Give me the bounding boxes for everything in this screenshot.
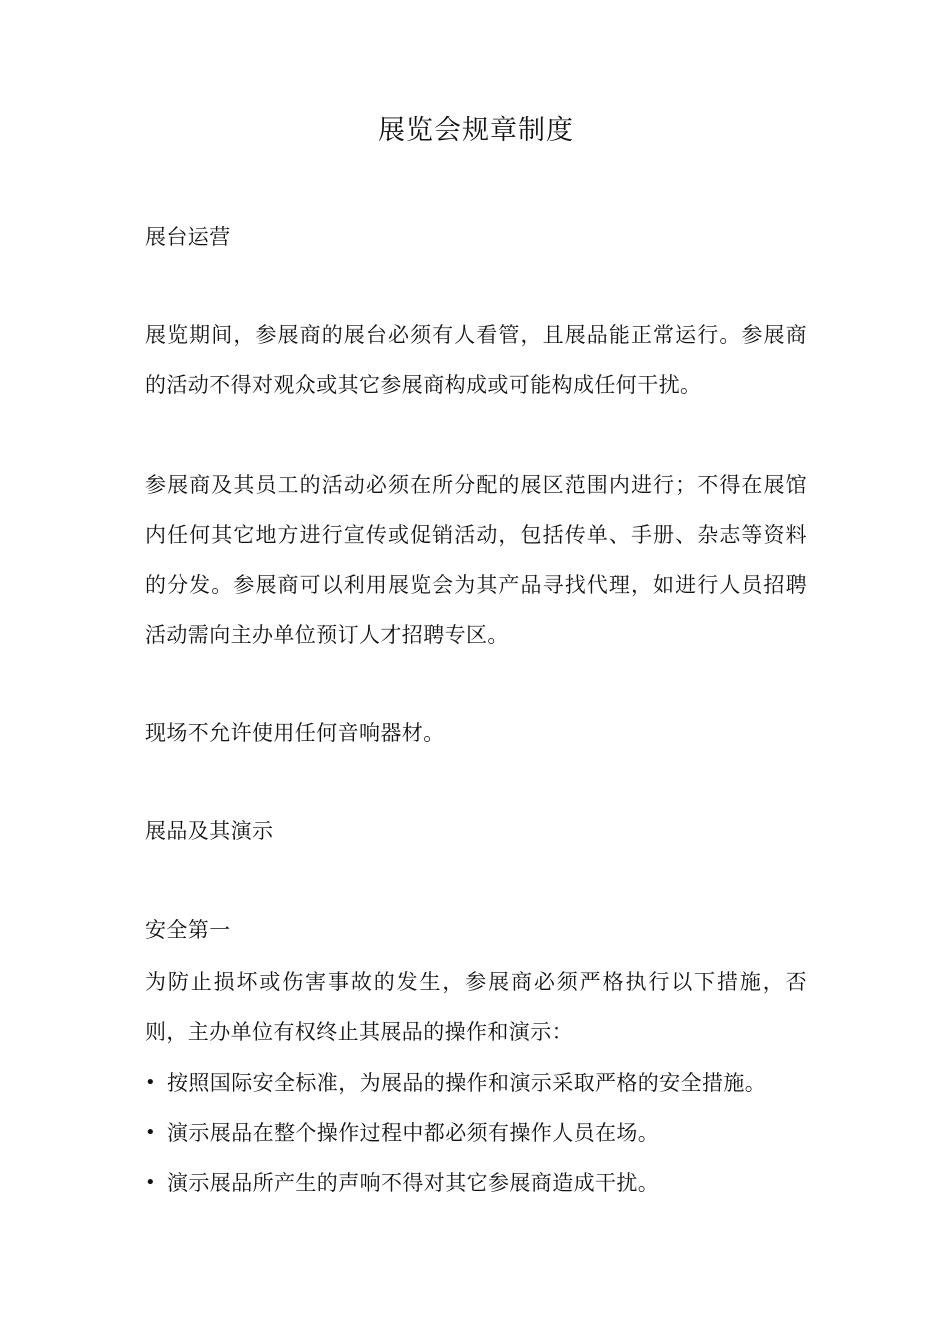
bullet-icon: • [145,1072,157,1093]
paragraph-exhibitor-activities: 参展商及其员工的活动必须在所分配的展区范围内进行；不得在展馆内任何其它地方进行宣传或促销活动，包括传单、手册、杂志等资料的分发。参展商可以利用展览会为其产品寻找代理，如进行人员招聘活动需向主办单位预订人才招聘专区。 [145,473,807,647]
subsection-heading-safety-first: 安全第一 [145,918,231,942]
paragraph-safety-measures: 为防止损坏或伤害事故的发生，参展商必须严格执行以下措施，否则，主办单位有权终止其展品的操作和演示： [145,970,807,1044]
list-item [145,1058,807,1108]
list-item-text: 演示展品在整个操作过程中都必须有操作人员在场。 [167,1121,660,1145]
section-heading-exhibits-demo: 展品及其演示 [145,819,274,843]
document-title: 展览会规章制度 [378,115,574,146]
bullet-icon: • [145,1172,157,1193]
section-heading-booth-operation: 展台运营 [145,225,231,249]
bullet-icon: • [145,1122,157,1143]
safety-measures-list [145,1058,807,1208]
list-item [145,1108,807,1158]
paragraph-booth-supervision: 展览期间，参展商的展台必须有人看管，且展品能正常运行。参展商的活动不得对观众或其它参展商构成或可能构成任何干扰。 [145,323,807,397]
paragraph-audio-equipment: 现场不允许使用任何音响器材。 [145,721,445,745]
list-item-text: 按照国际安全标准，为展品的操作和演示采取严格的安全措施。 [167,1071,767,1095]
list-item-text: 演示展品所产生的声响不得对其它参展商造成干扰。 [167,1171,660,1195]
list-item [145,1158,807,1208]
